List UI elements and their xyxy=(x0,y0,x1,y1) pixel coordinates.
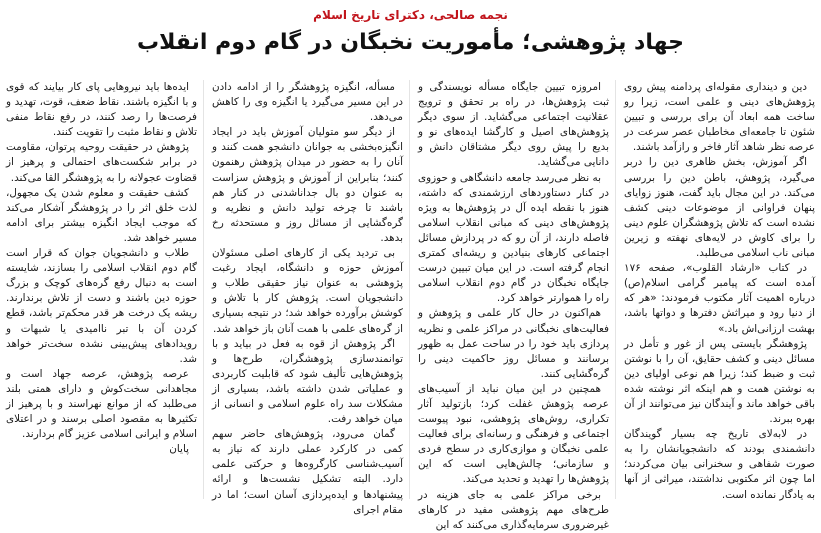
paragraph: پژوهشگر بایستی پس از غور و تأمل در مسائل دینی و کشف حقایق، آن را با نوشتن ثبت و ضبط کند؛ زیرا هم نوعی اولیای دین به نوشتن همت و هم اینکه اثر نوشته شده باقی خواهد ماند و آیندگان نیز می‌توانند از آن بهره ببرند. xyxy=(624,337,815,426)
paragraph: در لابه‌لای تاریخ چه بسیار گویندگان دانشمندی بودند که دانشجویانشان را به صورت شفاهی و سخنرانی بیان می‌کردند؛ اما چون اثر مکتوبی نداشتند، میراثی از آنها به یادگار نمانده است. xyxy=(624,428,815,501)
paragraph: مسأله، انگیزه پژوهشگر را از ادامه دادن در این مسیر می‌گیرد یا انگیزه وی را کاهش می‌دهد. xyxy=(212,81,403,124)
paragraph: ایده‌ها باید نیروهایی پای کار بیایند که قوی و با انگیزه باشند. نقاط ضعف، قوت، تهدید و فرصت‌ها را رصد کنند، در رفع نقاط منفی تلاش و نقاط مثبت را تقویت کنند. xyxy=(6,81,197,139)
paragraph: عرصه پژوهش، عرصه جهاد است و مجاهدانی سخت‌کوش و دارای همتی بلند می‌طلبد که از موانع نهراسند و با پرهیز از تکثیرها به مقصود اصلی برسند و در اعتلای اسلام و ایرانی اسلامی عزیز گام بردارند. xyxy=(6,367,197,441)
paragraph: از دیگر سو متولیان آموزش باید در ایجاد انگیزه‌بخشی به جوانان دانشجو همت کنند و آنان را به حضور در میدان پژوهش رهنمون کنند؛ بنابراین از آموزش و پژوهش سزاست به عنوان دو بال جداناشدنی در کنار هم باشند تا چرخه تولید دانش و نظریه و گره‌گشایی از مسائل روز و مستحدثه رخ بدهد. xyxy=(212,126,403,244)
article-column-3 xyxy=(212,80,410,516)
paragraph: دین و دینداری مقوله‌ای پردامنه پیش روی پژوهش‌های دینی و علمی است، زیرا رو ساخت همه ابعاد آن برای بررسی و تبیین شئون تا جامعه‌ای مخاطبان عصر سرعت در عرصه نظر شاهد آثار فاخر و رازآمد باشند. xyxy=(624,81,815,154)
paragraph: پژوهش در حقیقت روحیه پرتوان، مقاومت در برابر شکست‌های احتمالی و پرهیز از قضاوت عجولانه را به پژوهشگر القا می‌کند. xyxy=(6,141,197,184)
paragraph: گمان می‌رود، پژوهش‌های حاضر سهم کمی در کارکرد عملی دارند که نیاز به آسیب‌شناسی کارگروه‌ها و حرکتی علمی دارد. البته تشکیل نشست‌ها و ارائه پیشنهادها و ایده‌پردازی آسان است؛ اما در مقام اجرای xyxy=(212,428,403,516)
article-column-2 xyxy=(418,80,616,531)
article-column-1 xyxy=(624,80,815,499)
article-column-4 xyxy=(6,80,204,499)
paragraph: به نظر می‌رسد جامعه دانشگاهی و حوزوی در کنار دستاوردهای ارزشمندی که داشته، هنوز با نقطه ایده آل در پژوهش‌ها به ویژه پژوهش‌های دینی که مبانی انقلاب اسلامی فاصله دارند، از آن رو که در پردازش مسائل اجتماعی کارهای بنیادین و ریشه‌ای کمتری انجام گرفته است. در این میان تبیین درست جایگاه نخبگان در گام دوم انقلاب اسلامی راه را هموارتر خواهد کرد. xyxy=(418,171,609,305)
paragraph: همچنین در این میان نباید از آسیب‌های عرصه پژوهش غفلت کرد؛ بازتولید آثار تکراری، روش‌های پژوهشی، نبود پیوست اجتماعی و فرهنگی و رسانه‌ای برای فعالیت علمی نخبگان و موازی‌کاری در سطح فردی و سازمانی؛ چالش‌هایی است که این پژوهش‌ها را تهدید و تحدید می‌کند. xyxy=(418,382,609,486)
article-body xyxy=(6,80,815,531)
paragraph: در کتاب «ارشاد القلوب»، صفحه ۱۷۶ آمده است که پیامبر گرامی اسلام(ص) درباره اهمیت آثار مکتوب فرمودند: «هر که از دنیا رود و میراثش دفترها و دواتها باشد، بهشت ارزانی‌اش باد.» xyxy=(624,262,815,335)
paragraph: برخی مراکز علمی به جای هزینه در طرح‌های مهم پژوهشی مفید در کارهای غیرضروری سرمایه‌گذاری می‌کنند که این xyxy=(418,488,609,531)
paragraph: اگر پژوهش از قوه به فعل در بیاید و با توانمندسازی پژوهشگران، طرح‌ها و پژوهش‌هایی تألیف شود که قابلیت کاربردی و عملیاتی شدن داشته باشد، بسیاری از مشکلات سد راه علوم اسلامی و انسانی از میان خواهد رفت. xyxy=(212,337,403,426)
paragraph: اگر آموزش، بخش ظاهری دین را دربر می‌گیرد، پژوهش، باطن دین را بررسی می‌کند. در این مجال باید گفت، هنوز زوایای پنهان فراوانی از موضوعات دینی کشف نشده است که تلاش پژوهشگران علوم دینی را برای کاوش در لایه‌های نهفته و زیرین مبانی ناب اسلامی می‌طلبد. xyxy=(624,156,815,260)
article-headline: جهاد پژوهشی؛ مأموریت نخبگان در گام دوم انقلاب xyxy=(137,30,684,55)
author-byline: نجمه صالحی، دکترای تاریخ اسلام xyxy=(313,8,508,22)
paragraph: امروزه تبیین جایگاه مسأله نویسندگی و ثبت پژوهش‌ها، در راه بر تحقق و ترویج عقلانیت اجتماعی می‌گشاید. از سوی دیگر پژوهش‌های اصیل و کارگشا ایده‌های نو و بدیع را پیش روی دیگر مشتاقان دانش و دانایی می‌گشاید. xyxy=(418,81,609,169)
paragraph: بی تردید یکی از کارهای اصلی مسئولان آموزش حوزه و دانشگاه، ایجاد رغبت پژوهشی به عنوان نیاز حقیقی طلاب و دانشجویان است. پژوهش کار با تلاش و کوشش برآورده خواهد شد؛ در نتیجه بسیاری از گره‌های علمی با همت آنان باز خواهد شد. xyxy=(212,247,403,335)
paragraph: هم‌اکنون در حال کار علمی و پژوهش و فعالیت‌های نخبگانی در مراکز علمی و نظریه پردازی باید خود را در ساحت عمل به ظهور برسانند و مسائل روز حاکمیت دینی را گره‌گشایی کنند. xyxy=(418,307,609,380)
paragraph: طلاب و دانشجویان جوان که قرار است گام دوم انقلاب اسلامی را بسازند، شایسته است به دنبال رفع گره‌های کوچک و بزرگ حوزه دین باشند و دست از تلاش برندارند. ریشه یک درخت هر قدر محکم‌تر باشد، قطع کردن آن با تبر ناامیدی یا شبهات و رویدادهای پیش‌بینی نشده سخت‌تر خواهد شد. xyxy=(6,247,197,365)
paragraph: کشف حقیقت و معلوم شدن یک مجهول، لذت خلق اثر را در پژوهشگر آشکار می‌کند که موجب ایجاد انگیزه بیشتر برای ادامه مسیر خواهد شد. xyxy=(6,186,197,244)
end-marker: پایان xyxy=(169,443,189,456)
